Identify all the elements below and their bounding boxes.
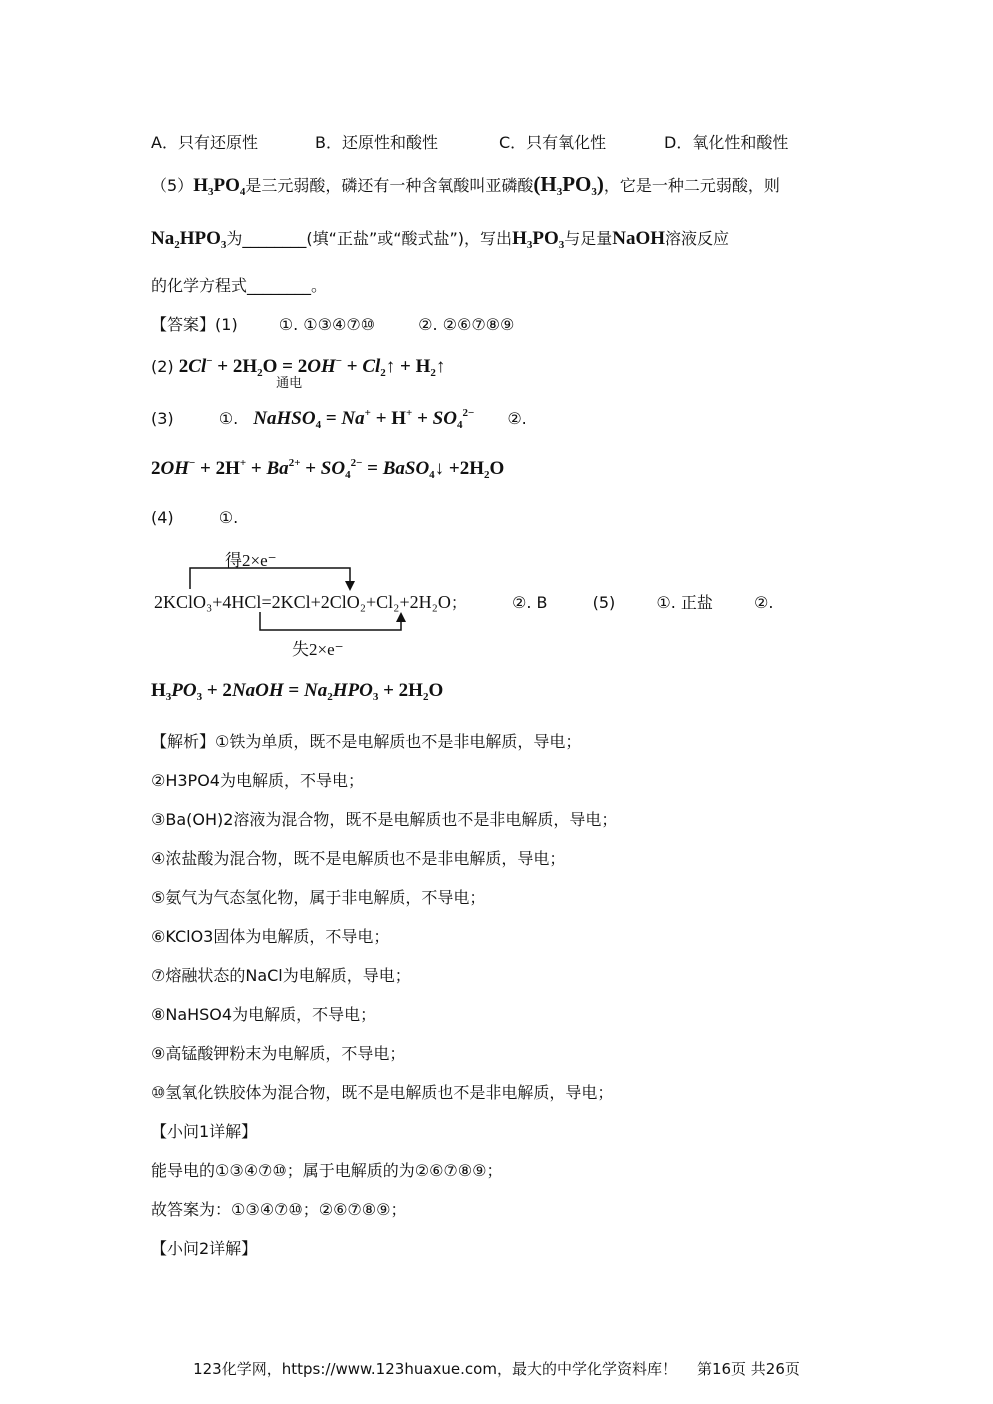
analysis-line-2: ②H3PO4为电解质，不导电； xyxy=(151,771,364,790)
ionization-equation: NaHSO$_4$ = $Na^+ + H^+ + SO_4^{2-}$ xyxy=(253,407,475,431)
sub1-line2: 故答案为：①③④⑦⑩；②⑥⑦⑧⑨； xyxy=(151,1200,407,1219)
analysis-line-3: ③Ba(OH)2溶液为混合物，既不是电解质也不是非电解质，导电； xyxy=(151,810,618,829)
answer-p5-a: ①. 正盐 xyxy=(656,593,713,612)
q5-line2 xyxy=(151,226,729,250)
answer-line4 xyxy=(151,508,238,527)
formula-h3po3: $H_3PO_3$ xyxy=(512,228,565,251)
answer-p3-b: ②. xyxy=(507,409,527,428)
answer-p1-a: ①. ①③④⑦⑩ xyxy=(278,315,376,334)
formula-h3po4: $H_3PO_4$ xyxy=(193,175,246,198)
q5-text4: 与足量 xyxy=(564,229,613,248)
answer-p5: (5) xyxy=(592,593,616,612)
q5-text1: 是三元弱酸，磷还有一种含氧酸叫亚磷酸 xyxy=(245,176,534,195)
sub2-title: 【小问2详解】 xyxy=(151,1239,258,1258)
option-a: A．只有还原性 xyxy=(151,133,258,152)
option-c: C．只有氧化性 xyxy=(499,133,607,152)
electron-gain-label: 得2×e⁻ xyxy=(225,551,277,570)
answer-label: 【答案】 xyxy=(151,315,216,334)
electrolysis-condition: 通电 xyxy=(276,375,303,390)
answer-p4: (4) xyxy=(151,508,174,527)
answer-p5-b: ②. xyxy=(753,593,774,612)
q5-text6: 的化学方程式________。 xyxy=(151,276,328,295)
page-footer xyxy=(0,1358,993,1379)
q5-line3 xyxy=(151,273,327,296)
answer-p3: (3) xyxy=(151,409,174,428)
answer-line1 xyxy=(151,312,514,335)
analysis-line-1 xyxy=(151,729,581,752)
analysis-label: 【解析】 xyxy=(151,732,216,751)
electrolysis-equation: $2Cl^- + 2H_2O$ = 通电 $2OH^- + Cl_2↑$ + $H_2↑$ xyxy=(178,355,446,390)
answer-line2 xyxy=(151,355,446,390)
q5-line1 xyxy=(151,172,780,197)
answer-line3 xyxy=(151,408,527,430)
answer-line3b xyxy=(151,458,504,480)
q5-prefix: （5） xyxy=(151,176,194,195)
footer-page-number: 第16页 共26页 xyxy=(696,1360,800,1378)
analysis-line-8: ⑧NaHSO4为电解质，不导电； xyxy=(151,1005,377,1024)
options-row xyxy=(151,130,851,152)
answer-p3-a: ①. xyxy=(218,409,239,428)
lose-arrowhead xyxy=(396,612,406,622)
analysis-line-10: ⑩氢氧化铁胶体为混合物，既不是电解质也不是非电解质，导电； xyxy=(151,1083,614,1102)
analysis-line-7: ⑦熔融状态的NaCl为电解质，导电； xyxy=(151,966,411,985)
electron-lose-label: 失2×e⁻ xyxy=(292,640,344,659)
redox-equation: 2KClO₃+4HCl=2KCl+2ClO₂+Cl₂+2H₂O xyxy=(154,592,451,612)
formula-h3po3-paren: $(H_3PO_3)$ xyxy=(533,172,604,198)
q5-text3: 为________(填“正盐”或“酸式盐”)，写出 xyxy=(226,229,513,248)
q5-text5: 溶液反应 xyxy=(665,229,730,248)
answer-p4-b: ②. B xyxy=(512,593,548,612)
sub1-title: 【小问1详解】 xyxy=(151,1122,258,1141)
answer-line5-eq xyxy=(151,680,443,702)
option-d: D．氧化性和酸性 xyxy=(664,133,789,152)
answer-p1-b: ②. ②⑥⑦⑧⑨ xyxy=(418,315,515,334)
answer-p4-a: ①. xyxy=(218,508,239,527)
analysis-line-9: ⑨高锰酸钾粉末为电解质，不导电； xyxy=(151,1044,406,1063)
analysis-text: ①铁为单质，既不是电解质也不是非电解质，导电； xyxy=(215,732,582,751)
analysis-line-6: ⑥KClO3固体为电解质，不导电； xyxy=(151,927,390,946)
formula-na2hpo3: $Na_2HPO_3$ xyxy=(151,228,227,251)
neutralization-equation: $H_3PO_3$ + 2NaOH = $Na_2HPO_3 + 2H_2O$ xyxy=(151,680,444,703)
answer-line4-eq xyxy=(154,590,773,613)
formula-naoh: NaOH xyxy=(612,228,666,249)
footer-site: 123化学网，https://www.123huaxue.com，最大的中学化学资料库！ xyxy=(193,1360,677,1378)
option-b: B．还原性和酸性 xyxy=(315,133,438,152)
lose-arrow-line xyxy=(260,612,401,630)
q5-text2: ，它是一种二元弱酸，则 xyxy=(603,176,780,195)
answer-p1: (1) xyxy=(215,315,238,334)
analysis-line-4: ④浓盐酸为混合物，既不是电解质也不是非电解质，导电； xyxy=(151,849,566,868)
redox-semicolon: ； xyxy=(450,593,467,612)
gain-arrow-line xyxy=(190,568,350,589)
ionic-equation: $2OH^- + 2H^+ + Ba^{2+} + SO_4^{2-}$ = BaSO$_4$↓ $+2H_2O$ xyxy=(151,457,505,481)
analysis-line-5: ⑤氨气为气态氢化物，属于非电解质，不导电； xyxy=(151,888,486,907)
answer-p2: (2) xyxy=(151,357,174,376)
sub1-line1: 能导电的①③④⑦⑩；属于电解质的为②⑥⑦⑧⑨； xyxy=(151,1161,503,1180)
